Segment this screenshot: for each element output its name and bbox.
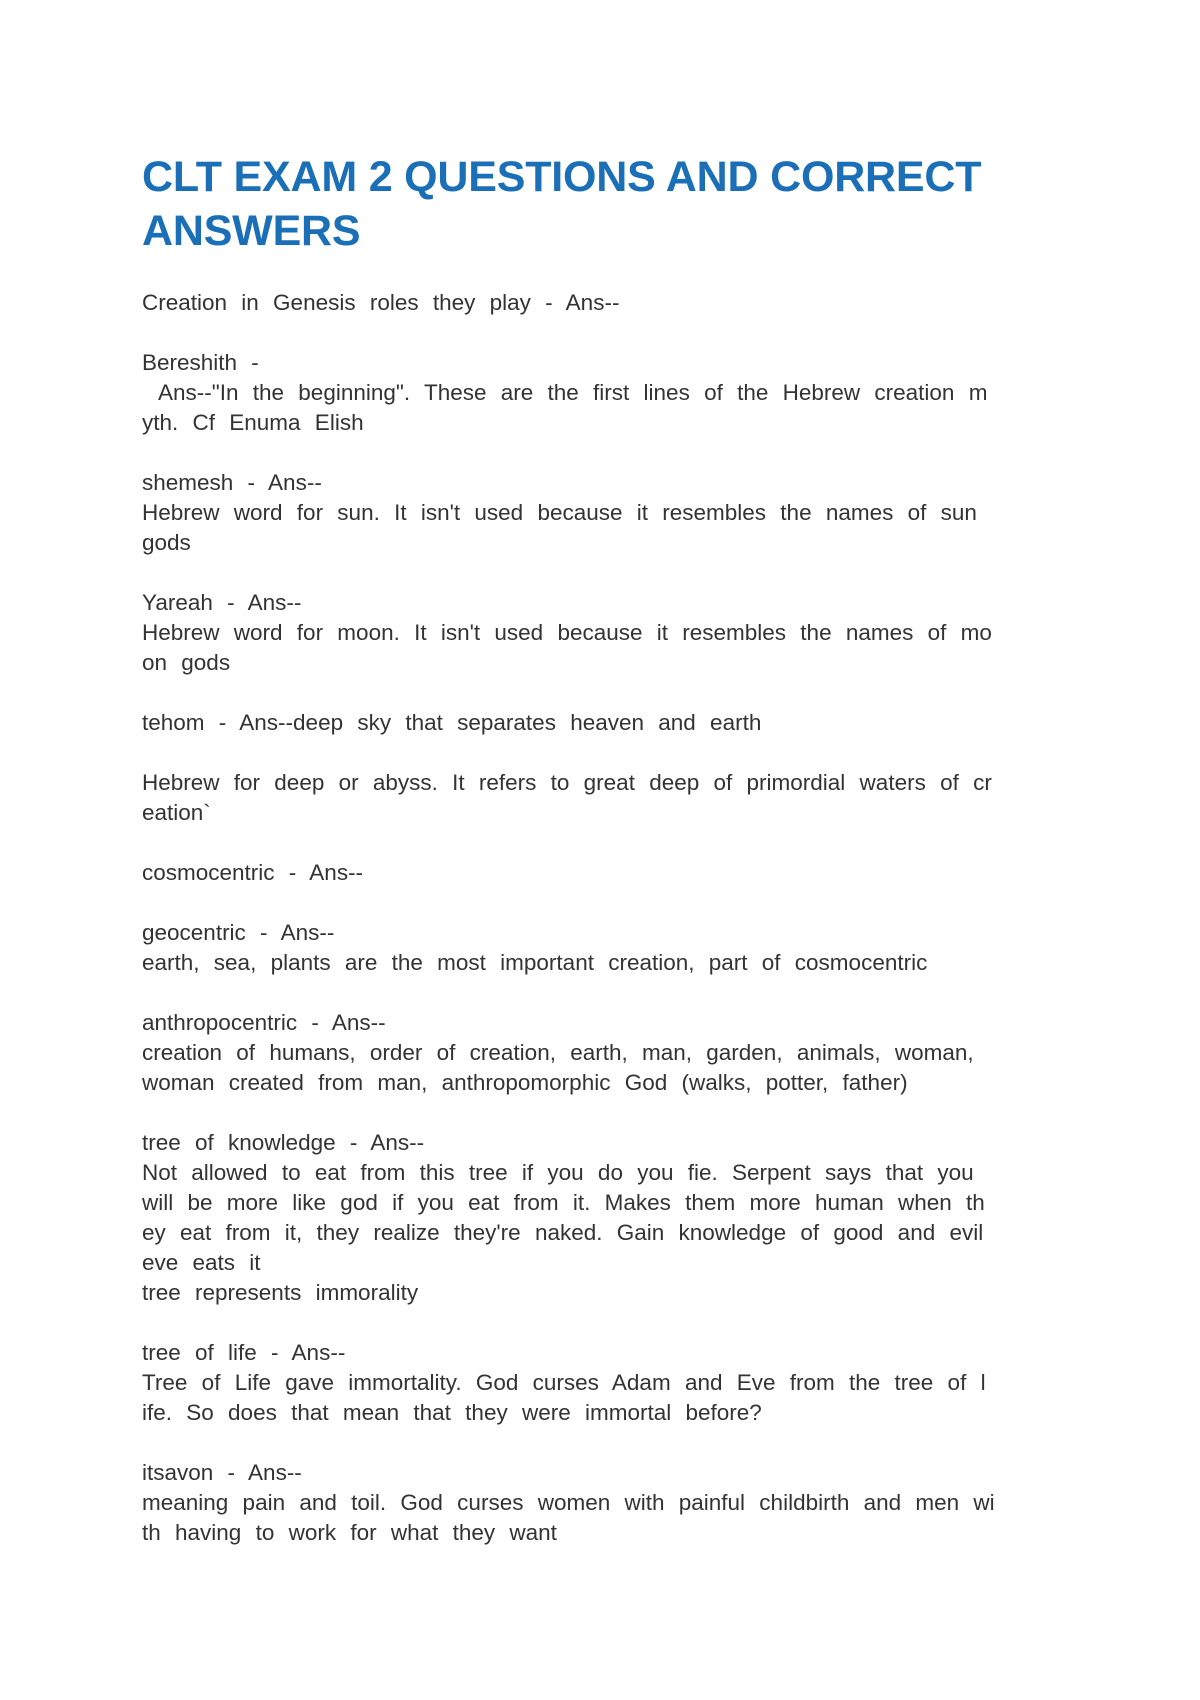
answer-line: will be more like god if you eat from it. Makes them more human when th <box>142 1190 985 1215</box>
answer-line: yth. Cf Enuma Elish <box>142 410 364 435</box>
question-line: cosmocentric - Ans-- <box>142 860 364 885</box>
question-line: itsavon - Ans-- <box>142 1460 302 1485</box>
answer-line: woman created from man, anthropomorphic God (walks, potter, father) <box>142 1070 908 1095</box>
answer-line: eve eats it <box>142 1250 261 1275</box>
answer-line: Ans--"In the beginning". These are the first lines of the Hebrew creation m <box>158 380 988 405</box>
answer-line: Tree of Life gave immortality. God curses Adam and Eve from the tree of l <box>142 1370 986 1395</box>
question-line: shemesh - Ans-- <box>142 470 322 495</box>
qa-entry-creation-in-genesis <box>142 288 1062 318</box>
answer-line: ife. So does that mean that they were immortal before? <box>142 1400 762 1425</box>
answer-line: meaning pain and toil. God curses women with painful childbirth and men wi <box>142 1490 995 1515</box>
qa-entry-tehom <box>142 708 1062 738</box>
qa-entry-cosmocentric <box>142 858 1062 888</box>
qa-entry-geocentric <box>142 918 1062 978</box>
answer-line: th having to work for what they want <box>142 1520 557 1545</box>
answer-line: Hebrew word for sun. It isn't used because it resembles the names of sun <box>142 500 977 525</box>
answer-line: Hebrew for deep or abyss. It refers to great deep of primordial waters of cr <box>142 770 992 795</box>
question-line: tree of life - Ans-- <box>142 1340 346 1365</box>
title-line-1: CLT EXAM 2 QUESTIONS AND CORRECT <box>142 153 982 201</box>
question-line: geocentric - Ans-- <box>142 920 335 945</box>
answer-line: creation of humans, order of creation, earth, man, garden, animals, woman, <box>142 1040 974 1065</box>
title-line-2: ANSWERS <box>142 207 361 255</box>
question-line: Bereshith - <box>142 350 259 375</box>
answer-line: ey eat from it, they realize they're naked. Gain knowledge of good and evil <box>142 1220 984 1245</box>
qa-entry-itsavon <box>142 1458 1062 1548</box>
qa-entry-tree-of-knowledge <box>142 1128 1062 1308</box>
answer-line: tree represents immorality <box>142 1280 419 1305</box>
answer-line: on gods <box>142 650 231 675</box>
qa-entry-yareah <box>142 588 1062 678</box>
answer-line: Not allowed to eat from this tree if you do you fie. Serpent says that you <box>142 1160 974 1185</box>
qa-entry-shemesh <box>142 468 1062 558</box>
answer-line: earth, sea, plants are the most important creation, part of cosmocentric <box>142 950 928 975</box>
qa-entry-bereshith <box>142 348 1062 438</box>
question-line: tehom - Ans--deep sky that separates heaven and earth <box>142 710 762 735</box>
qa-entry-hebrew-for-deep <box>142 768 1062 828</box>
answer-line: eation` <box>142 800 211 825</box>
document-page <box>142 150 1062 1578</box>
question-line: anthropocentric - Ans-- <box>142 1010 386 1035</box>
answer-line: Hebrew word for moon. It isn't used because it resembles the names of mo <box>142 620 992 645</box>
document-title <box>142 150 1062 258</box>
question-line: Creation in Genesis roles they play - Ans-- <box>142 290 620 315</box>
qa-entry-tree-of-life <box>142 1338 1062 1428</box>
question-line: Yareah - Ans-- <box>142 590 302 615</box>
qa-entry-anthropocentric <box>142 1008 1062 1098</box>
answer-line: gods <box>142 530 191 555</box>
question-line: tree of knowledge - Ans-- <box>142 1130 425 1155</box>
